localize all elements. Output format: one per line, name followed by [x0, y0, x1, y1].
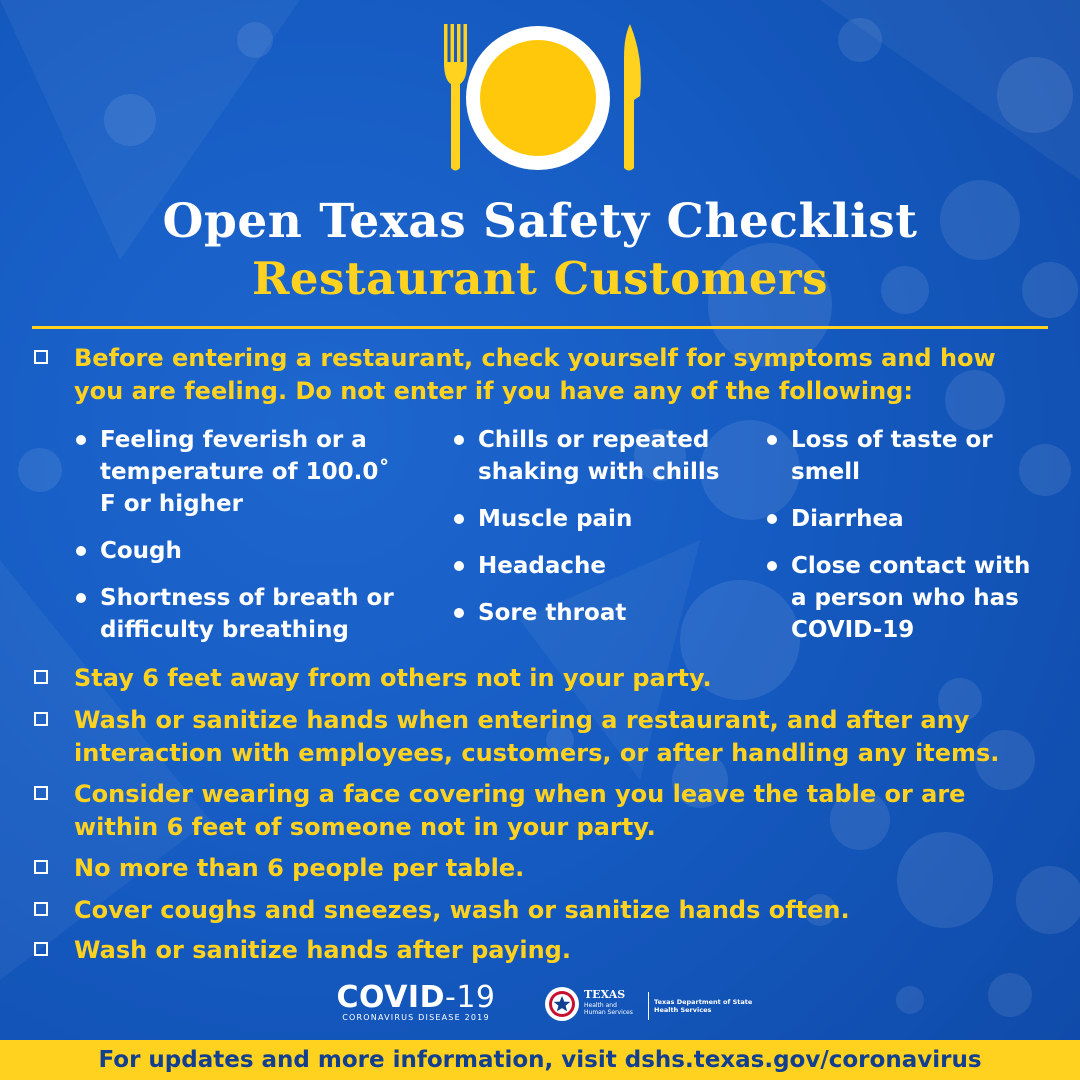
- checklist-item-text: No more than 6 people per table.: [74, 854, 525, 882]
- checklist-item: [34, 704, 1044, 770]
- checklist-item: [34, 852, 1044, 885]
- logo-divider: [648, 992, 649, 1020]
- page-subtitle: Restaurant Customers: [251, 252, 828, 305]
- bullet-icon: [767, 514, 777, 524]
- covid19-logo: COVID-19 CORONAVIRUS DISEASE 2019: [336, 980, 496, 1022]
- logo-bar: [0, 978, 1080, 1034]
- symptom-item: Close contact with a person who has COVID-19: [763, 550, 1053, 646]
- symptom-column-3: [763, 424, 1053, 661]
- checkbox-icon[interactable]: [34, 350, 48, 364]
- bullet-icon: [767, 561, 777, 571]
- bullet-icon: [454, 514, 464, 524]
- bullet-icon: [454, 435, 464, 445]
- checkbox-icon[interactable]: [34, 712, 48, 726]
- plate-icon: [466, 26, 610, 170]
- symptom-column-1: [72, 424, 412, 661]
- checklist-item: [34, 894, 1044, 927]
- checklist-item: [34, 342, 1044, 408]
- checkbox-icon[interactable]: [34, 860, 48, 874]
- symptom-item: Loss of taste or smell: [763, 424, 1053, 488]
- knife-icon: [624, 24, 641, 171]
- fork-icon: [444, 24, 467, 171]
- symptom-item: Diarrhea: [763, 503, 1053, 535]
- bullet-icon: [454, 608, 464, 618]
- checklist-item-text: Before entering a restaurant, check yourself for symptoms and how you are feeling. Do not enter if you have any of the following:: [74, 344, 996, 405]
- bullet-icon: [767, 435, 777, 445]
- checklist-item-text: Wash or sanitize hands when entering a restaurant, and after any interaction with employees, customers, or after handling any items.: [74, 706, 1000, 767]
- title-divider: [32, 326, 1048, 329]
- checklist-item: [34, 934, 1044, 967]
- texas-seal-icon: [544, 986, 580, 1022]
- checkbox-icon[interactable]: [34, 786, 48, 800]
- footer-banner: [0, 1040, 1080, 1080]
- checklist-item: [34, 662, 1044, 695]
- checklist-item-text: Stay 6 feet away from others not in your party.: [74, 664, 712, 692]
- checkbox-icon[interactable]: [34, 670, 48, 684]
- checklist-item: [34, 778, 1044, 844]
- page-title: Open Texas Safety Checklist: [162, 194, 918, 249]
- checklist-item-text: Consider wearing a face covering when you leave the table or are within 6 feet of someone not in your party.: [74, 780, 966, 841]
- checklist-item-text: Cover coughs and sneezes, wash or sanitize hands often.: [74, 896, 850, 924]
- symptom-item: Feeling feverish or a temperature of 100.0˚ F or higher: [72, 424, 412, 520]
- checkbox-icon[interactable]: [34, 942, 48, 956]
- symptom-item: Chills or repeated shaking with chills: [450, 424, 740, 488]
- bullet-icon: [76, 546, 86, 556]
- symptom-item: Muscle pain: [450, 503, 740, 535]
- symptom-column-2: [450, 424, 740, 644]
- dshs-logo: TEXAS Health and Human Services Texas Department of State Health Services: [542, 984, 762, 1028]
- symptom-item: Shortness of breath or difficulty breathing: [72, 582, 412, 646]
- symptom-item: Sore throat: [450, 597, 740, 629]
- symptom-item: Headache: [450, 550, 740, 582]
- symptom-item: Cough: [72, 535, 412, 567]
- checkbox-icon[interactable]: [34, 902, 48, 916]
- checklist-item-text: Wash or sanitize hands after paying.: [74, 936, 571, 964]
- restaurant-icon-group: [430, 18, 650, 178]
- bullet-icon: [76, 593, 86, 603]
- footer-link-text[interactable]: For updates and more information, visit dshs.texas.gov/coronavirus: [98, 1047, 982, 1073]
- bullet-icon: [76, 435, 86, 445]
- bullet-icon: [454, 561, 464, 571]
